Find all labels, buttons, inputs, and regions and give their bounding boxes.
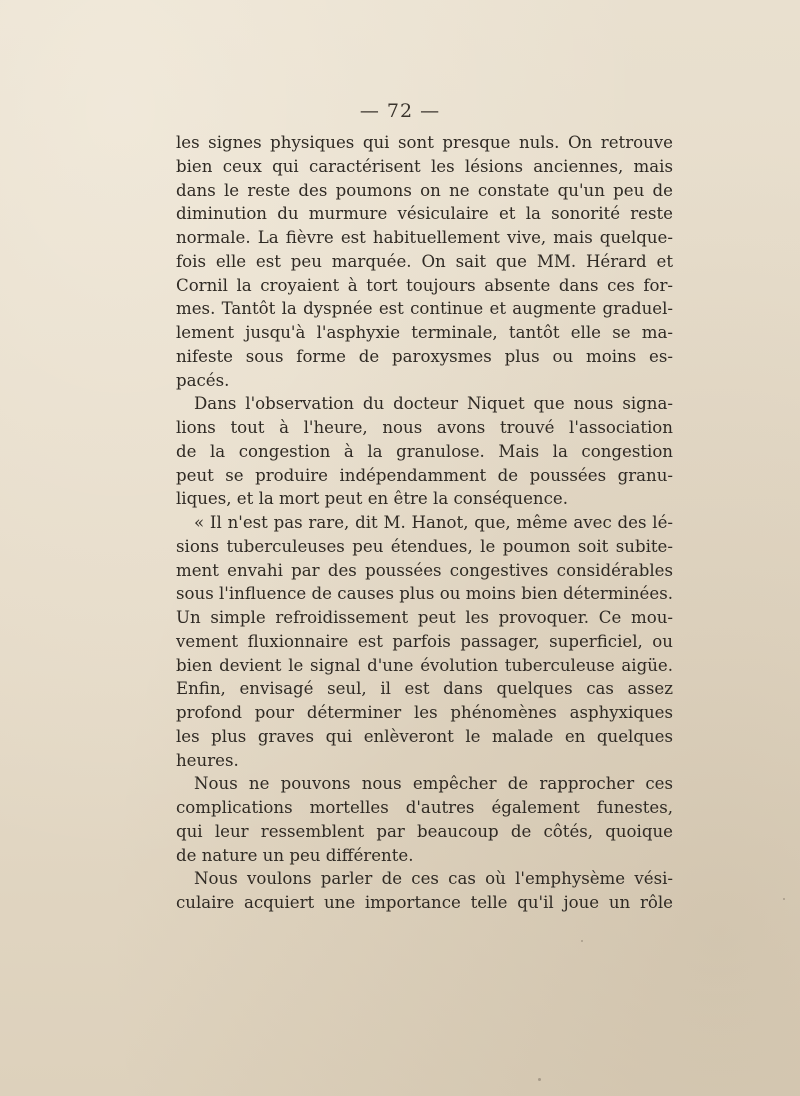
text-line: pacés. — [176, 370, 230, 390]
text-line: « Il n'est pas rare, dit M. Hanot, que, même avec des lé- — [194, 513, 673, 532]
text-line: sions tuberculeuses peu étendues, le poumon soit subite- — [176, 536, 673, 556]
text-line: les plus graves qui enlèveront le malade en quelques — [176, 726, 673, 746]
text-line: mes. Tantôt la dyspnée est continue et augmente graduel- — [176, 299, 673, 319]
text-line: ment envahi par des poussées congestives considérables — [176, 560, 673, 580]
paper-speck — [620, 236, 622, 238]
page-number: — 72 — — [359, 100, 441, 122]
paper-speck — [581, 940, 583, 942]
text-line: Nous ne pouvons nous empêcher de rapprocher ces — [194, 774, 673, 794]
text-line: bien ceux qui caractérisent les lésions anciennes, mais — [176, 156, 673, 176]
text-line: vement fluxionnaire est parfois passager, superficiel, ou — [176, 631, 673, 651]
text-line: diminution du murmure vésiculaire et la sonorité reste — [176, 204, 673, 224]
paper-speck — [783, 898, 785, 900]
text-line: lement jusqu'à l'asphyxie terminale, tantôt elle se ma- — [176, 323, 673, 342]
text-line: nifeste sous forme de paroxysmes plus ou moins es- — [176, 346, 673, 366]
text-line: complications mortelles d'autres également funestes, — [176, 798, 673, 817]
text-line: liques, et la mort peut en être la conséquence. — [176, 489, 569, 509]
text-line: bien devient le signal d'une évolution tuberculeuse aigüe. — [176, 655, 673, 675]
text-line: profond pour déterminer les phénomènes asphyxiques — [176, 703, 673, 722]
text-line: fois elle est peu marquée. On sait que MM. Hérard et — [176, 251, 673, 271]
text-line: de la congestion à la granulose. Mais la congestion — [176, 441, 673, 461]
paper-speck — [538, 1078, 541, 1081]
text-line: Enfin, envisagé seul, il est dans quelques cas assez — [176, 679, 673, 699]
text-line: lions tout à l'heure, nous avons trouvé l'association — [176, 418, 673, 437]
text-line: normale. La fièvre est habituellement vive, mais quelque- — [176, 228, 673, 247]
text-line: Dans l'observation du docteur Niquet que nous signa- — [194, 394, 673, 414]
text-line: les signes physiques qui sont presque nuls. On retrouve — [176, 133, 673, 152]
text-line: Cornil la croyaient à tort toujours absente dans ces for- — [176, 275, 673, 295]
text-line: peut se produire indépendamment de poussées granu- — [176, 465, 673, 485]
text-line: culaire acquiert une importance telle qu'il joue un rôle — [176, 893, 673, 912]
text-line: dans le reste des poumons on ne constate qu'un peu de — [176, 180, 673, 200]
text-line: heures. — [176, 750, 239, 770]
text-line: Nous voulons parler de ces cas où l'emphysème vési- — [194, 869, 673, 889]
body-text — [176, 131, 673, 915]
text-line: qui leur ressemblent par beaucoup de côtés, quoique — [176, 821, 673, 841]
text-line: Un simple refroidissement peut les provoquer. Ce mou- — [176, 608, 673, 627]
text-line: sous l'influence de causes plus ou moins bien déterminées. — [176, 584, 673, 604]
text-line: de nature un peu différente. — [176, 845, 414, 865]
